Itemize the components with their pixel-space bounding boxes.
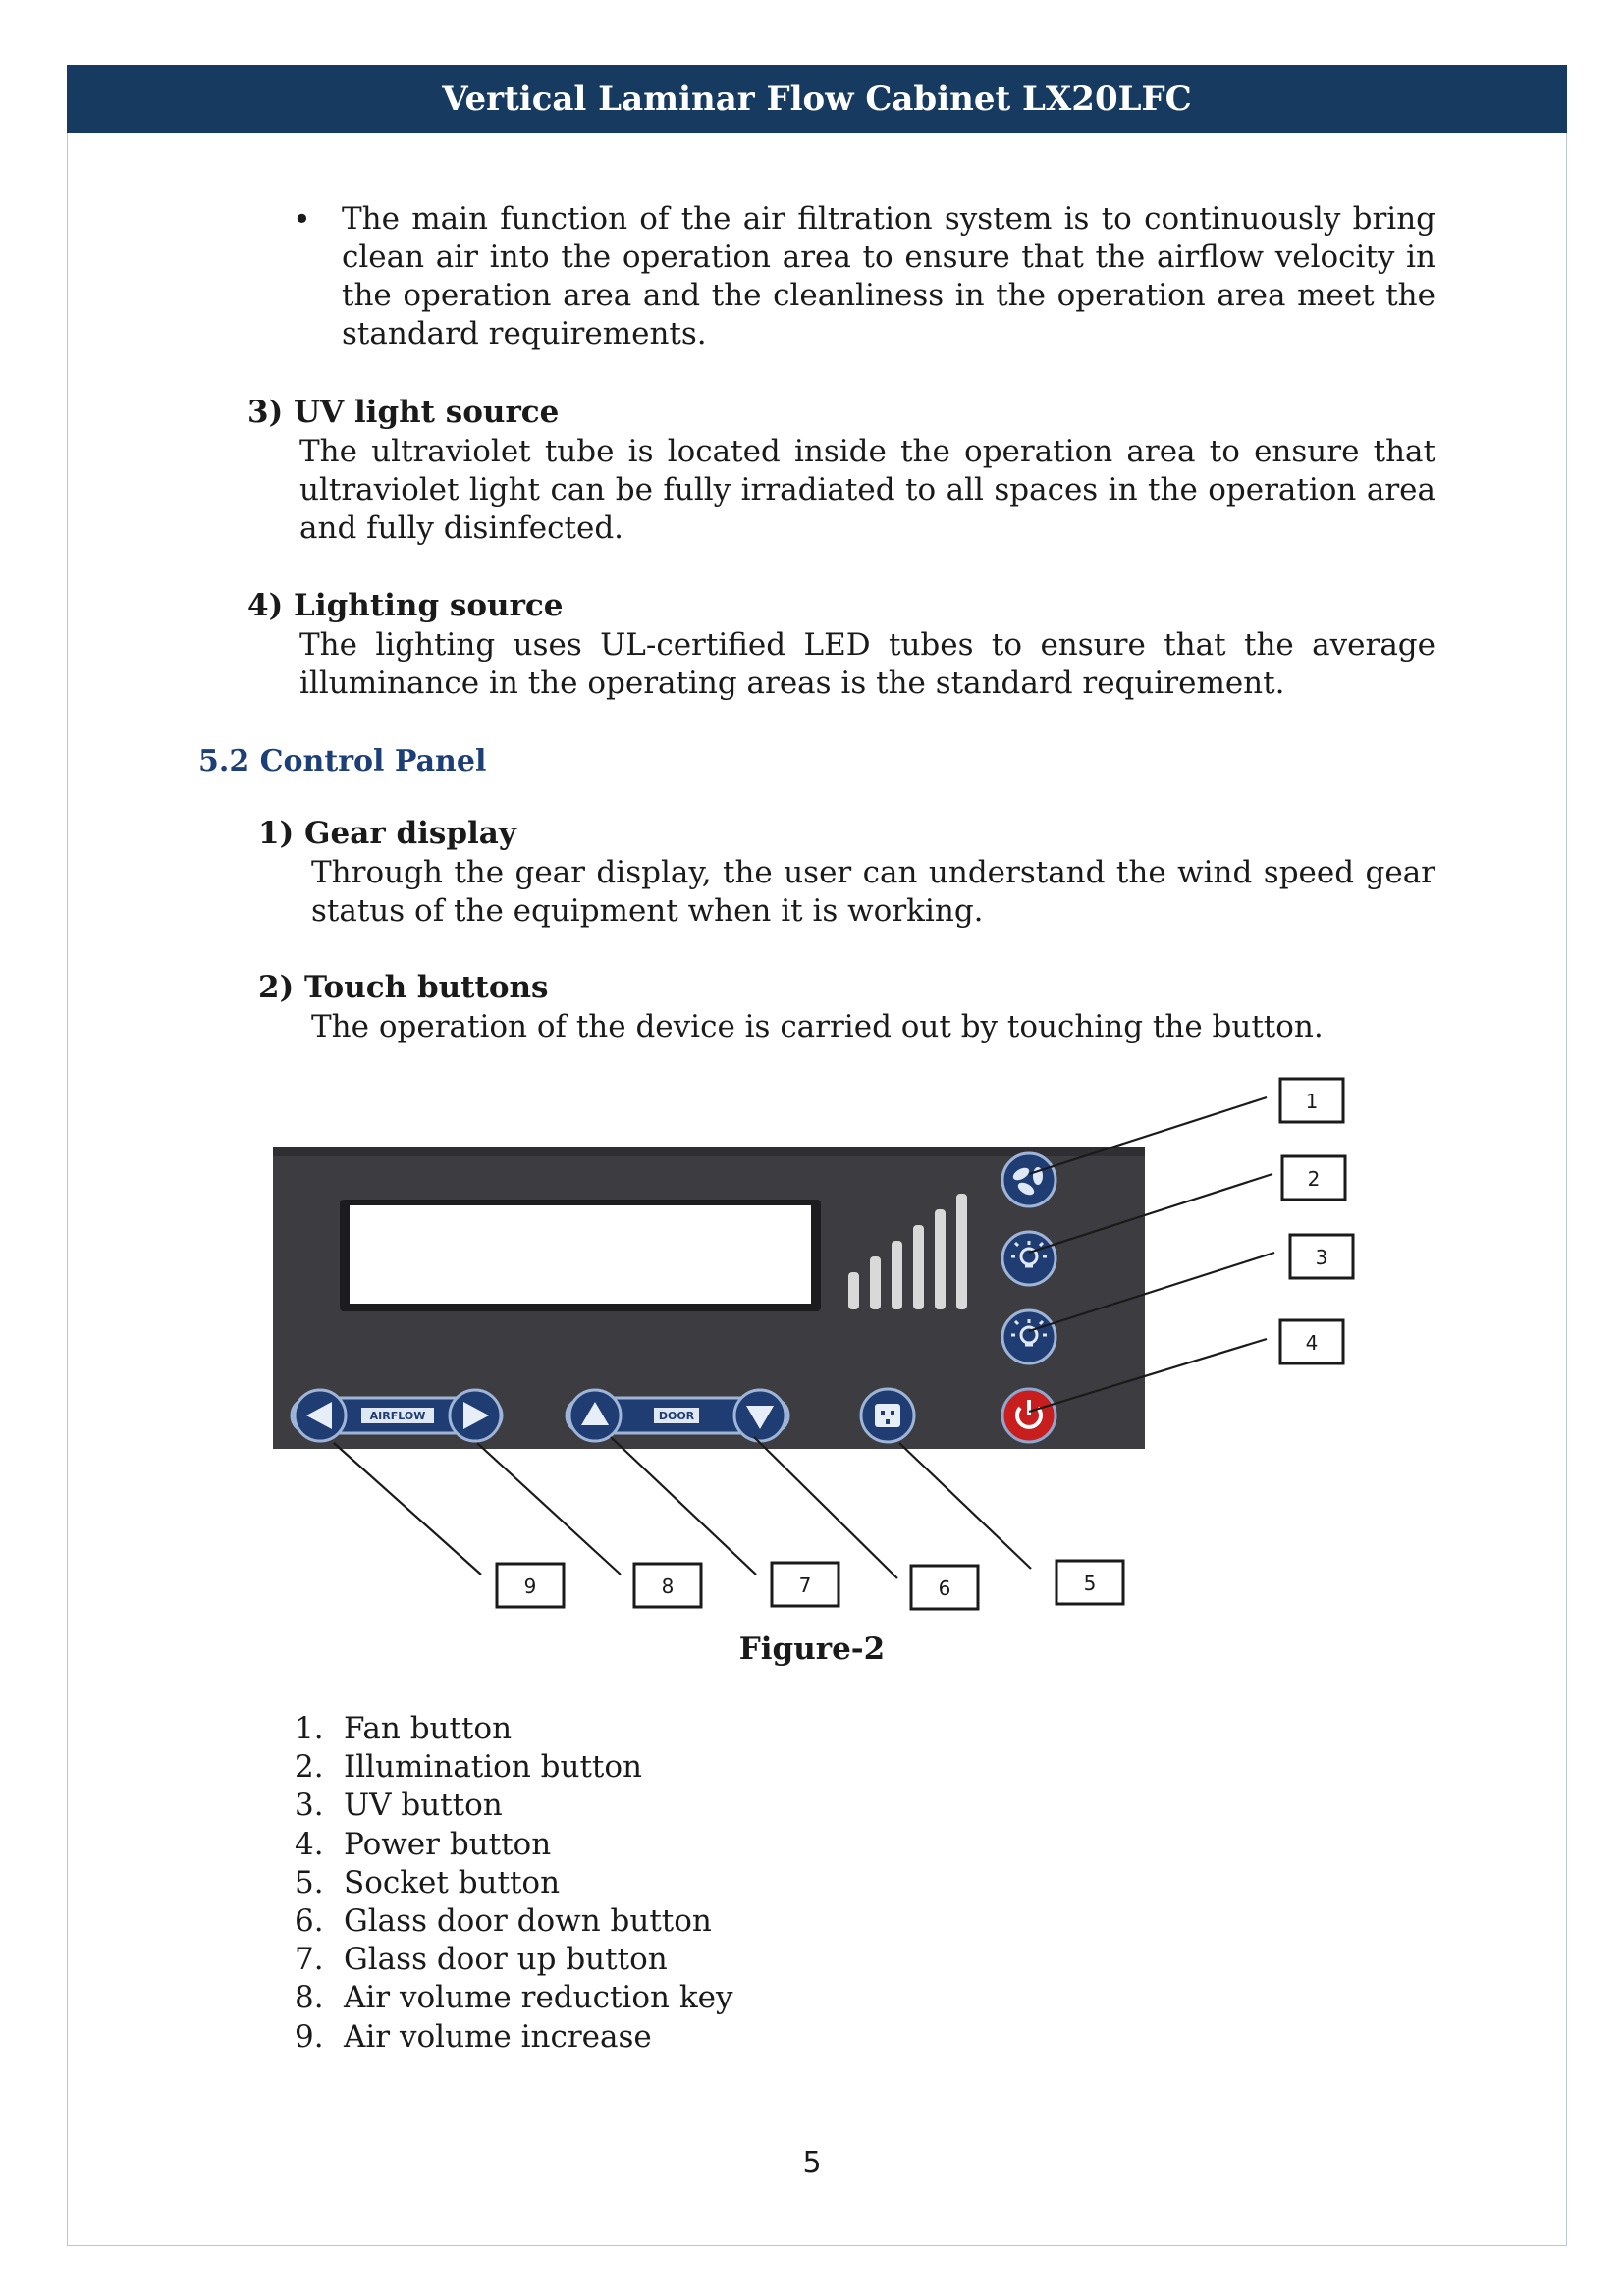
lighting-heading: 4) Lighting source [247, 588, 564, 623]
gear-display-heading: 1) Gear display [258, 816, 516, 851]
touch-buttons-text: The operation of the device is carried out by touching the button. [311, 1009, 1324, 1044]
door-up-button[interactable] [569, 1390, 621, 1441]
list-item: 5. Socket button [295, 1864, 561, 1900]
svg-text:3: 3 [1315, 1246, 1328, 1269]
callout-box-3 [1290, 1235, 1353, 1278]
callout-box-8 [634, 1564, 701, 1607]
list-item: 6. Glass door down button [295, 1903, 712, 1940]
list-item: 1. Fan button [295, 1711, 513, 1746]
svg-text:5: 5 [1083, 1572, 1097, 1595]
section-title: 5.2 Control Panel [198, 744, 487, 778]
bullet-icon: • [293, 200, 311, 238]
callout-box-1 [1280, 1079, 1343, 1122]
list-item: 7. Glass door up button [295, 1942, 668, 1978]
list-item: 9. Air volume increase [295, 2018, 652, 2055]
svg-text:6: 6 [938, 1576, 951, 1600]
lcd-screen [350, 1205, 811, 1304]
callout-box-9 [497, 1564, 564, 1607]
touch-buttons-heading: 2) Touch buttons [258, 970, 549, 1005]
illumination-button[interactable] [1002, 1232, 1056, 1285]
button-list [295, 1710, 732, 2056]
uv-button[interactable] [1002, 1310, 1056, 1363]
svg-text:2: 2 [1307, 1167, 1321, 1191]
gear-display-text: Through the gear display, the user can understand the wind speed gear status of the equipment when it is working. [311, 855, 1435, 929]
fan-button[interactable] [1002, 1153, 1056, 1206]
airflow-control [292, 1390, 502, 1441]
callout-box-5 [1056, 1561, 1123, 1604]
callout-box-4 [1280, 1320, 1343, 1363]
list-item: 3. UV button [295, 1788, 503, 1824]
svg-text:4: 4 [1305, 1331, 1319, 1355]
figure-caption: Figure-2 [738, 1631, 886, 1667]
airflow-label: AIRFLOW [369, 1410, 426, 1422]
callout-box-2 [1282, 1156, 1345, 1200]
page-number: 5 [802, 2146, 822, 2180]
uv-light-heading: 3) UV light source [247, 395, 560, 430]
airflow-left-button[interactable] [295, 1390, 346, 1441]
intro-bullet-text: The main function of the air filtration system is to continuously bring clean air into the operation area to ensure that the airflow velocity in the operation area and the cleanliness in the operation area meet the standard requirements. [342, 201, 1435, 351]
callout-box-6 [911, 1566, 978, 1609]
list-item: 8. Air volume reduction key [295, 1980, 733, 2016]
power-button[interactable] [1002, 1389, 1056, 1442]
svg-text:8: 8 [661, 1575, 675, 1598]
list-item: 2. Illumination button [295, 1749, 643, 1786]
svg-text:1: 1 [1305, 1090, 1319, 1113]
door-down-button[interactable] [734, 1390, 785, 1441]
svg-text:7: 7 [798, 1574, 812, 1597]
lighting-text: The lighting uses UL-certified LED tubes to ensure that the average illuminance in the operating areas is the standard requirement. [299, 627, 1435, 701]
document-title: Vertical Laminar Flow Cabinet LX20LFC [442, 80, 1192, 119]
door-control [567, 1390, 788, 1441]
airflow-right-button[interactable] [450, 1390, 501, 1441]
socket-icon [875, 1404, 900, 1427]
callout-box-7 [772, 1563, 839, 1606]
list-item: 4. Power button [295, 1826, 552, 1862]
uv-light-text: The ultraviolet tube is located inside the operation area to ensure that ultraviolet light can be fully irradiated to all spaces in the operation area and fully disinfected. [299, 434, 1435, 546]
door-label: DOOR [658, 1410, 695, 1422]
socket-button[interactable] [861, 1389, 914, 1442]
svg-text:9: 9 [523, 1575, 537, 1598]
panel-shade [273, 1147, 1145, 1156]
